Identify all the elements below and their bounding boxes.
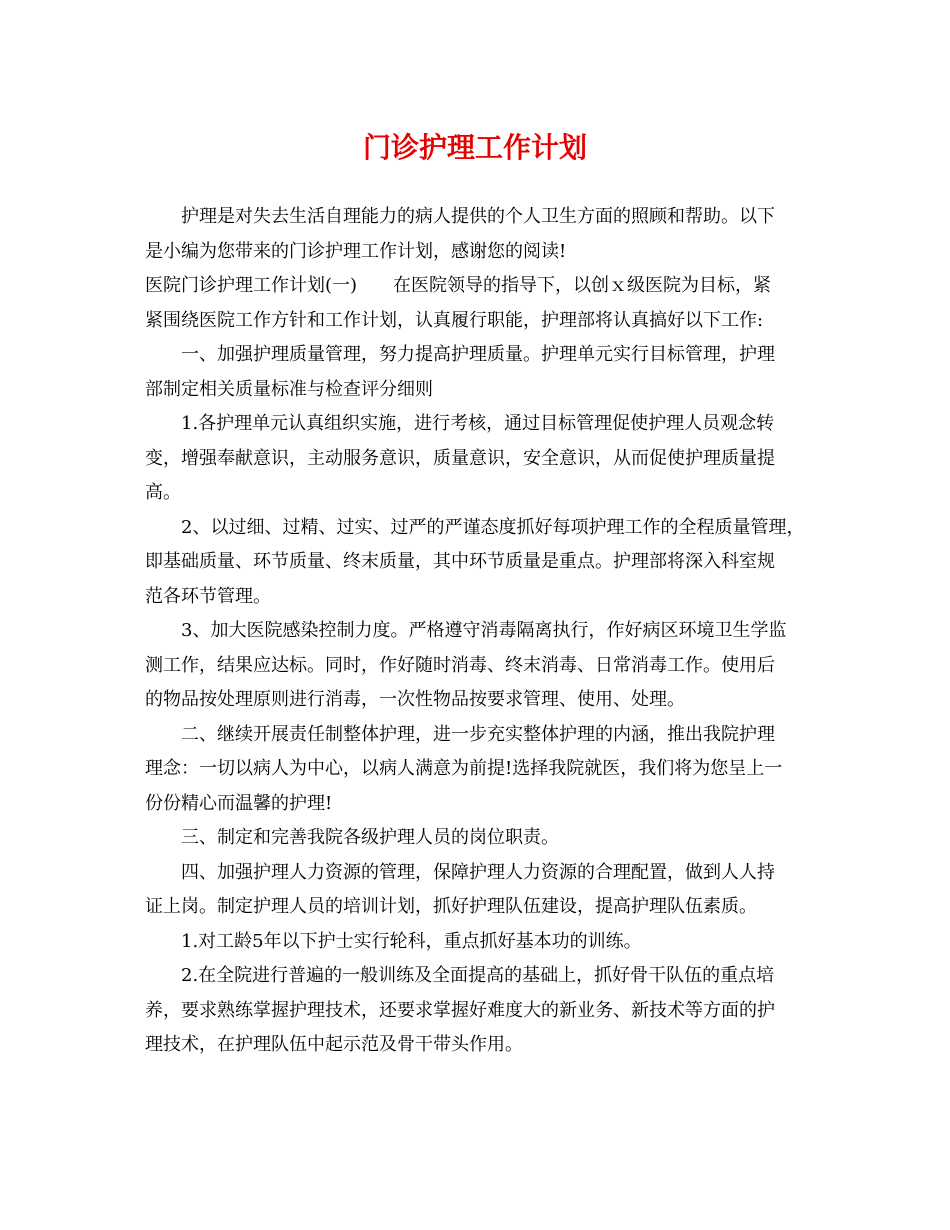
text-line: 四、加强护理人力资源的管理，保障护理人力资源的合理配置，做到人人持 [181,861,775,883]
text-line: 证上岗。制定护理人员的培训计划，抓好护理队伍建设，提高护理队伍素质。 [145,896,757,917]
text-line: 的物品按处理原则进行消毒，一次性物品按要求管理、使用、处理。 [145,689,685,710]
text-line: 1.对工龄5年以下护士实行轮科，重点抓好基本功的训练。 [181,930,642,952]
text-line: 一、加强护理质量管理，努力提高护理质量。护理单元实行目标管理，护理 [181,344,775,365]
text-line: 即基础质量、环节质量、终末质量，其中环节质量是重点。护理部将深入科室规 [145,551,775,572]
text-line: 3、加大医院感染控制力度。严格遵守消毒隔离执行，作好病区环境卫生学监 [181,620,787,641]
text-line: 理技术，在护理队伍中起示范及骨干带头作用。 [145,1034,523,1055]
text-line: 份份精心而温馨的护理! [145,792,333,814]
text-line: 紧围绕医院工作方针和工作计划，认真履行职能，护理部将认真搞好以下工作: [145,309,764,331]
text-line: 测工作，结果应达标。同时，作好随时消毒、终末消毒、日常消毒工作。使用后 [145,654,775,676]
text-line: 范各环节管理。 [145,585,271,607]
text-line: 2.在全院进行普遍的一般训练及全面提高的基础上，抓好骨干队伍的重点培 [181,965,775,986]
page-title: 门诊护理工作计划 [362,131,587,164]
text-line: 部制定相关质量标准与检查评分细则 [145,378,433,400]
document-body [145,200,815,1063]
text-line: 医院门诊护理工作计划(一) 在医院领导的指导下，以创ｘ级医院为目标，紧 [145,275,772,296]
text-line: 2、以过细、过精、过实、过严的严谨态度抓好每项护理工作的全程质量管理， [181,516,805,538]
text-line: 护理是对失去生活自理能力的病人提供的个人卫生方面的照顾和帮助。以下 [181,206,775,227]
text-line: 是小编为您带来的门诊护理工作计划，感谢您的阅读! [145,240,567,262]
text-line: 养，要求熟练掌握护理技术，还要求掌握好难度大的新业务、新技术等方面的护 [145,999,775,1021]
text-line: 1.各护理单元认真组织实施，进行考核，通过目标管理促使护理人员观念转 [181,413,775,434]
text-line: 高。 [145,482,181,503]
text-line: 二、继续开展责任制整体护理，进一步充实整体护理的内涵，推出我院护理 [181,723,775,745]
text-line: 理念：一切以病人为中心，以病人满意为前提!选择我院就医，我们将为您呈上一 [145,758,783,779]
text-line: 变，增强奉献意识，主动服务意识，质量意识，安全意识，从而促使护理质量提 [145,447,775,469]
text-line: 三、制定和完善我院各级护理人员的岗位职责。 [181,827,559,848]
